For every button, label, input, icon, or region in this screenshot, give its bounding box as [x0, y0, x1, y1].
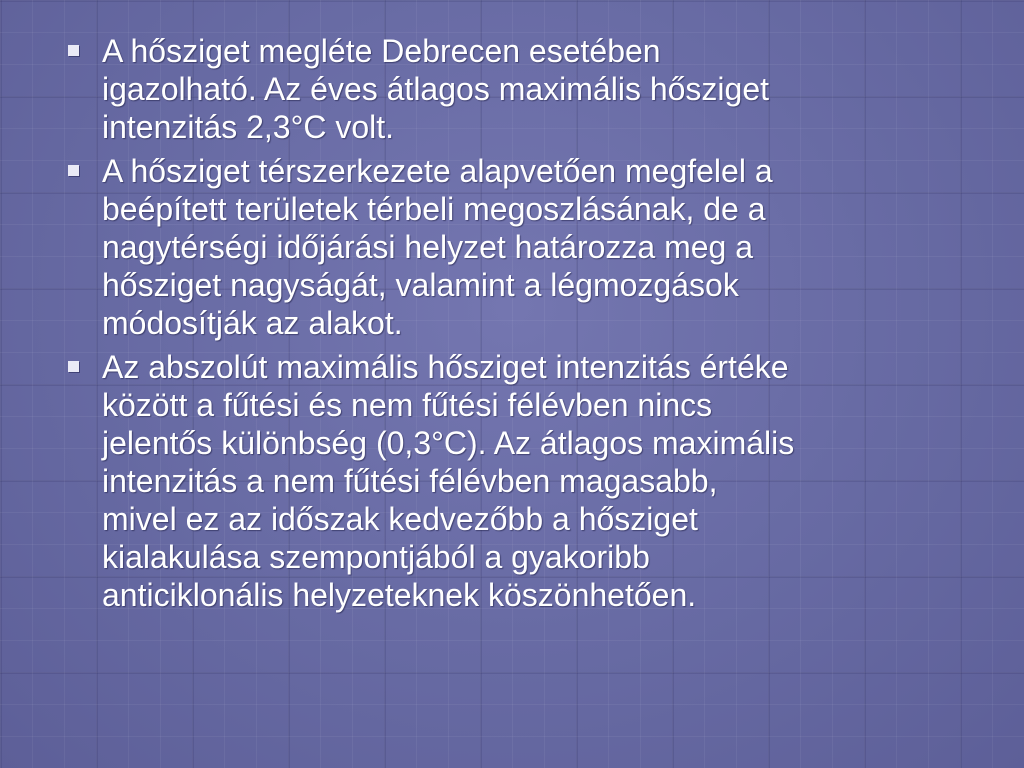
- bullet-text: A hősziget térszerkezete alapvetően megfelel a beépített területek térbeli megoszlásának, de a nagytérségi időjárási helyzet határozza meg a hősziget nagyságát, valamint a légmozgások módosítják az alakot.: [102, 153, 773, 341]
- bullet-list: [60, 32, 990, 620]
- bullet-item-1: [60, 32, 990, 146]
- bullet-text: A hősziget megléte Debrecen esetében igazolható. Az éves átlagos maximális hősziget intenzitás 2,3°C volt.: [102, 33, 770, 145]
- bullet-item-3: [60, 348, 990, 614]
- bullet-item-2: [60, 152, 990, 342]
- square-bullet-icon: [68, 361, 79, 372]
- square-bullet-icon: [68, 165, 79, 176]
- bullet-text: Az abszolút maximális hősziget intenzitás értéke között a fűtési és nem fűtési félévben nincs jelentős különbség (0,3°C). Az átlagos maximális intenzitás a nem fűtési félévben magasabb, mivel ez az időszak kedvezőbb a hősziget kialakulása szempontjából a gyakoribb anticiklonális helyzeteknek köszönhetően.: [102, 349, 795, 613]
- square-bullet-icon: [68, 45, 79, 56]
